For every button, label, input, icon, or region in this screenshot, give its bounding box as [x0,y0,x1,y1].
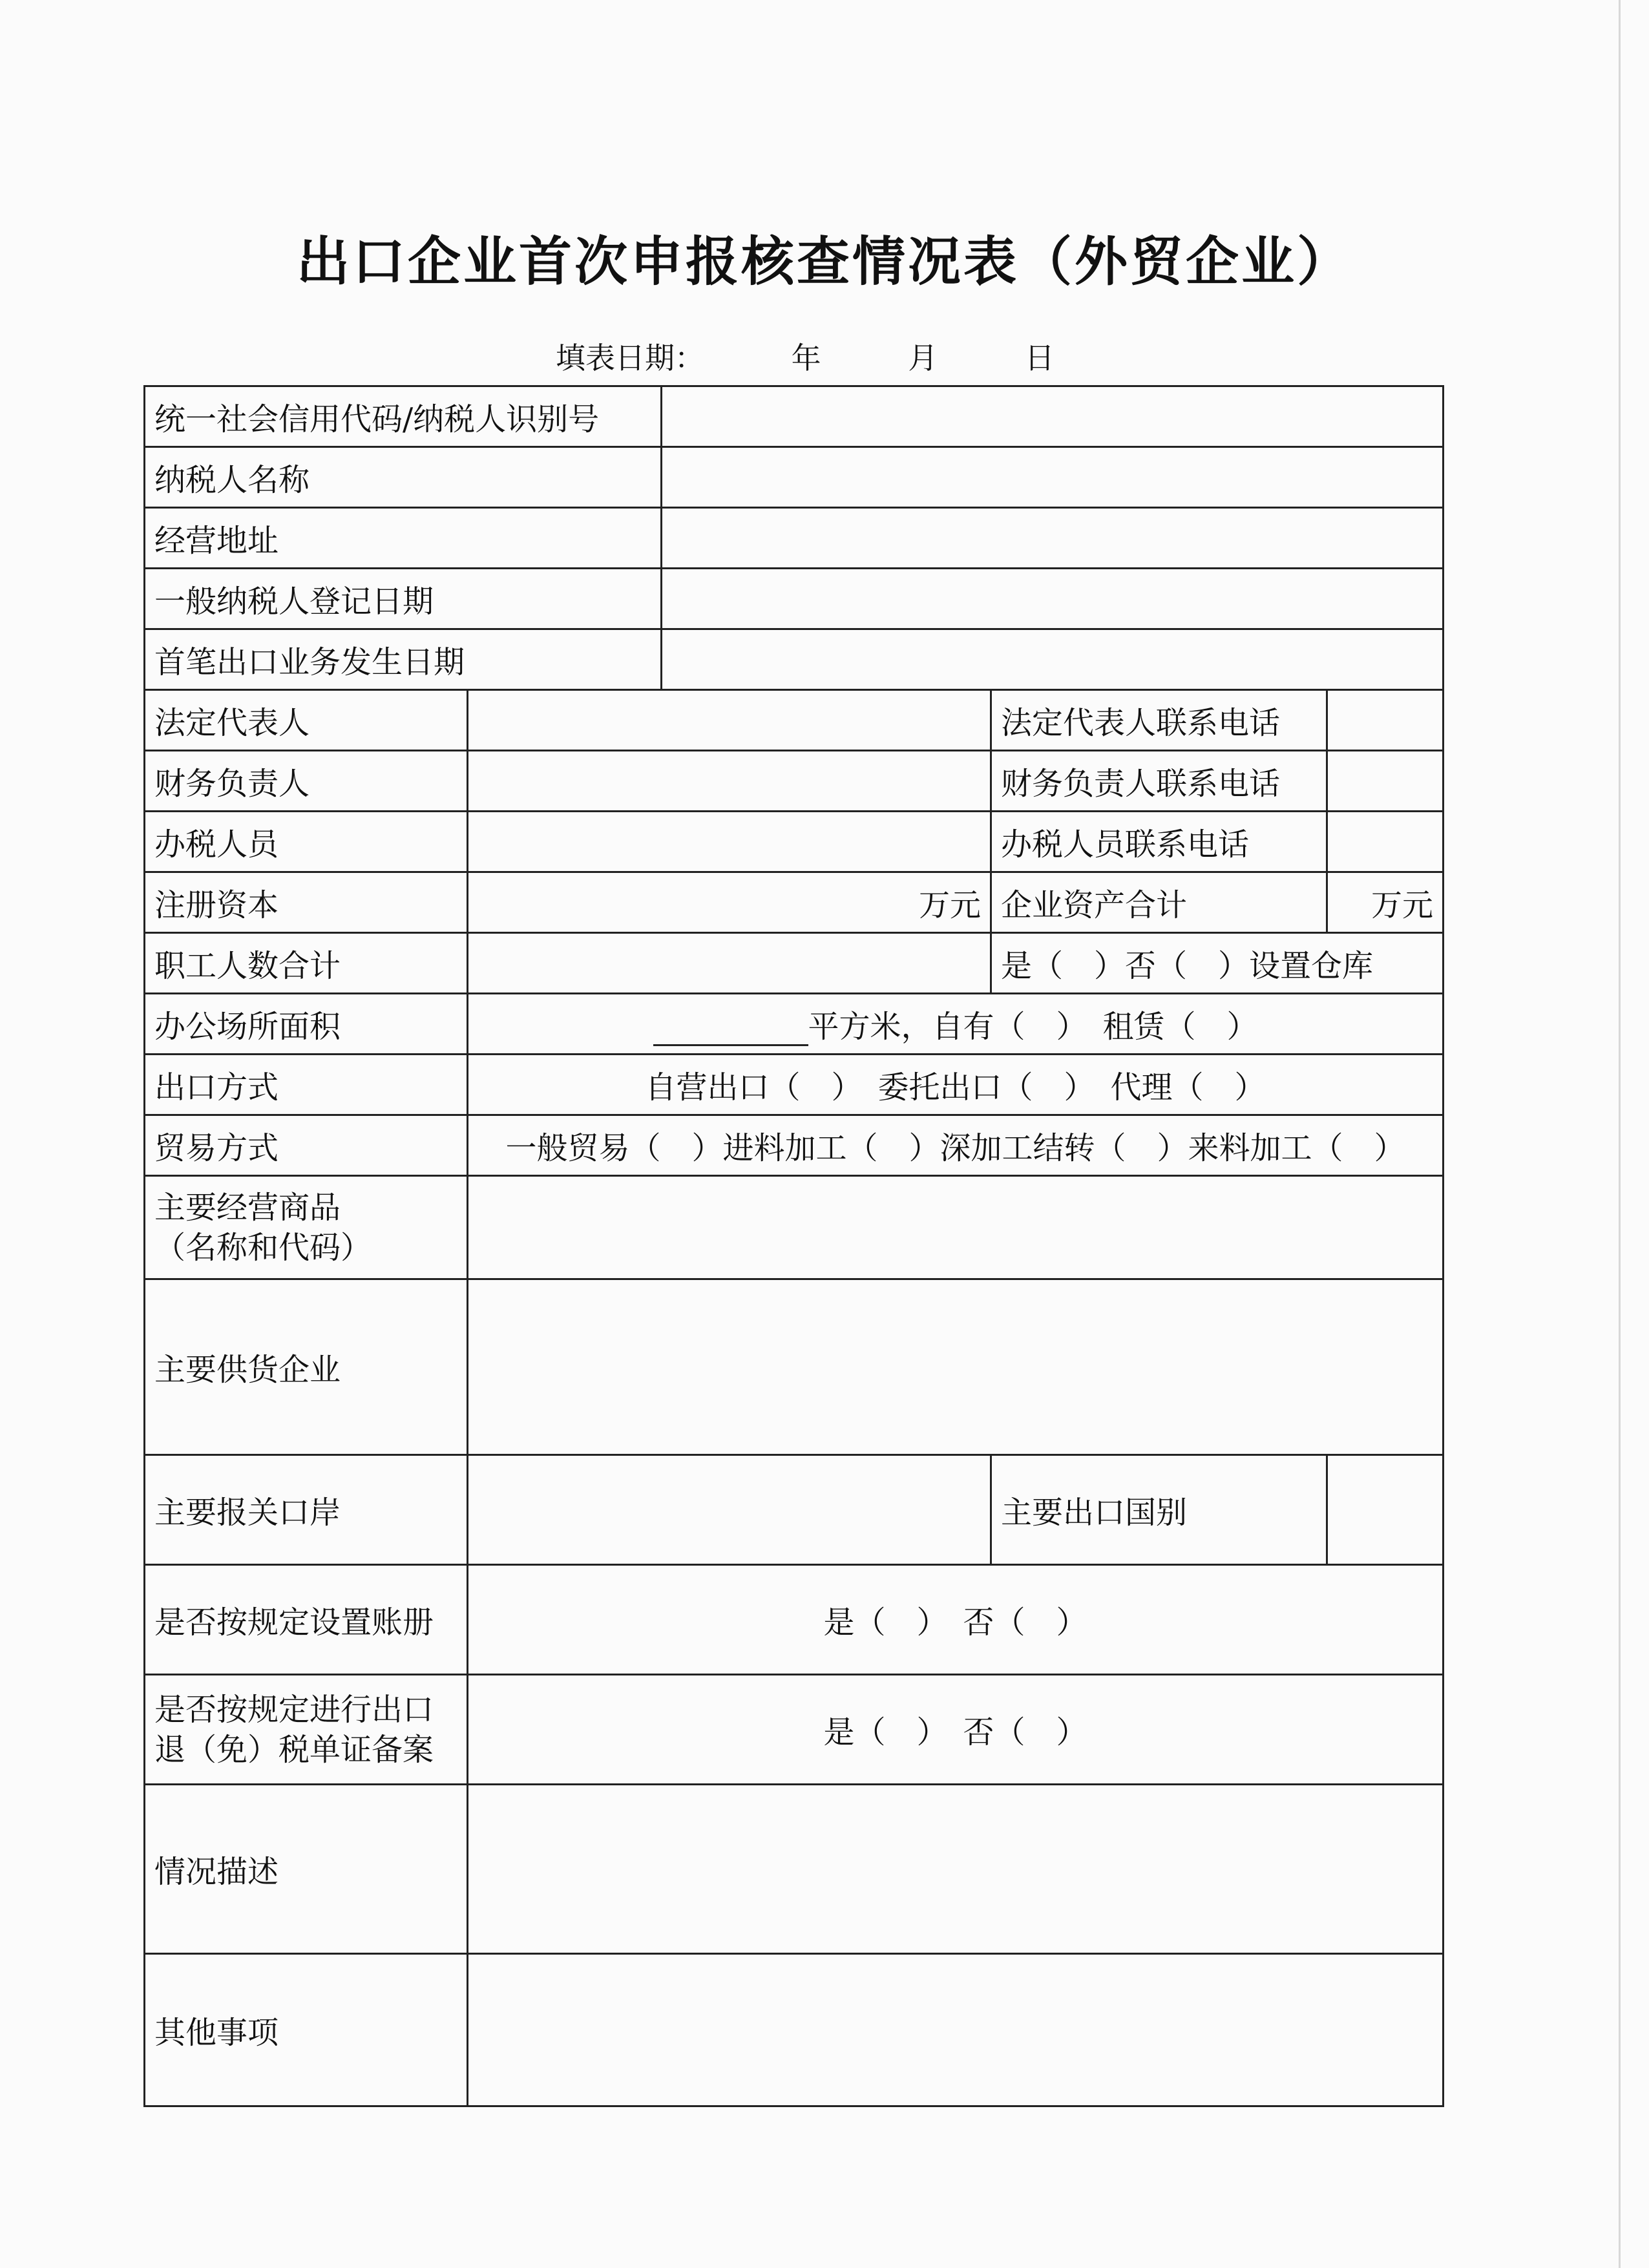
accounts-label: 是否按规定设置账册 [145,1565,468,1675]
description-field[interactable] [468,1785,1444,1954]
legal-rep-phone-field[interactable] [1327,690,1444,751]
page-title: 出口企业首次申报核查情况表（外贸企业） [296,231,1352,293]
table-row [145,1279,1444,1455]
registered-capital-unit: 万元 [918,887,981,923]
registered-capital-field[interactable] [468,872,991,933]
fill-date [556,335,1055,377]
export-mode-label: 出口方式 [145,1055,468,1115]
warehouse-option[interactable]: 是（ ）否（ ）设置仓库 [991,933,1444,994]
taxpayer-name-field[interactable] [662,447,1444,508]
table-row [145,1115,1444,1176]
address-label: 经营地址 [145,508,662,569]
credit-code-field[interactable] [662,386,1444,447]
taxpayer-name-label: 纳税人名称 [145,447,662,508]
office-area-text: 平方米，自有（ ） 租赁（ ） [808,1009,1258,1045]
trade-mode-label: 贸易方式 [145,1115,468,1176]
docs-filing-label [145,1675,468,1785]
table-row [145,569,1444,629]
other-field[interactable] [468,1954,1444,2106]
table-row [145,1176,1444,1279]
registered-capital-label: 注册资本 [145,872,468,933]
fill-date-year: 年 [791,341,821,375]
fill-date-label: 填表日期： [556,341,704,375]
export-mode-options[interactable]: 自营出口（ ） 委托出口（ ） 代理（ ） [468,1055,1444,1115]
table-row [145,1455,1444,1565]
table-row [145,1954,1444,2106]
finance-head-phone-field[interactable] [1327,751,1444,812]
credit-code-label: 统一社会信用代码/纳税人识别号 [145,386,662,447]
table-row [145,1675,1444,1785]
finance-head-field[interactable] [468,751,991,812]
table-row [145,812,1444,872]
employees-label: 职工人数合计 [145,933,468,994]
general-taxpayer-date-field[interactable] [662,569,1444,629]
other-label: 其他事项 [145,1954,468,2106]
table-row [145,994,1444,1055]
form-table [143,385,1444,2107]
main-goods-field[interactable] [468,1176,1444,1279]
table-row [145,386,1444,447]
table-row [145,872,1444,933]
table-row [145,1565,1444,1675]
trade-mode-options[interactable]: 一般贸易（ ）进料加工（ ）深加工结转（ ）来料加工（ ） [468,1115,1444,1176]
fill-date-month: 月 [908,341,938,375]
tax-staff-phone-field[interactable] [1327,812,1444,872]
export-country-label: 主要出口国别 [991,1455,1327,1565]
tax-staff-phone-label: 办税人员联系电话 [991,812,1327,872]
main-goods-label-line1: 主要经营商品 [154,1189,341,1226]
tax-staff-field[interactable] [468,812,991,872]
customs-port-label: 主要报关口岸 [145,1455,468,1565]
office-area-label: 办公场所面积 [145,994,468,1055]
first-export-date-label: 首笔出口业务发生日期 [145,629,662,690]
office-area-field[interactable] [468,994,1444,1055]
docs-filing-options[interactable]: 是（ ） 否（ ） [468,1675,1444,1785]
docs-filing-label-line1: 是否按规定进行出口 [154,1691,434,1728]
scan-edge-line [1619,0,1621,2268]
first-export-date-field[interactable] [662,629,1444,690]
suppliers-field[interactable] [468,1279,1444,1455]
table-row [145,629,1444,690]
table-row [145,933,1444,994]
table-row [145,690,1444,751]
total-assets-field[interactable] [1327,872,1444,933]
finance-head-phone-label: 财务负责人联系电话 [991,751,1327,812]
main-goods-label [145,1176,468,1279]
legal-rep-field[interactable] [468,690,991,751]
main-goods-label-line2: （名称和代码） [154,1229,372,1266]
legal-rep-label: 法定代表人 [145,690,468,751]
employees-field[interactable] [468,933,991,994]
table-row [145,447,1444,508]
fill-date-day: 日 [1024,341,1055,375]
finance-head-label: 财务负责人 [145,751,468,812]
table-row [145,508,1444,569]
table-row [145,751,1444,812]
total-assets-unit: 万元 [1371,887,1434,923]
office-area-blank[interactable] [653,1018,808,1046]
docs-filing-label-line2: 退（免）税单证备案 [154,1731,434,1768]
table-row [145,1055,1444,1115]
table-row [145,1785,1444,1954]
general-taxpayer-date-label: 一般纳税人登记日期 [145,569,662,629]
suppliers-label: 主要供货企业 [145,1279,468,1455]
address-field[interactable] [662,508,1444,569]
export-country-field[interactable] [1327,1455,1444,1565]
accounts-options[interactable]: 是（ ） 否（ ） [468,1565,1444,1675]
legal-rep-phone-label: 法定代表人联系电话 [991,690,1327,751]
tax-staff-label: 办税人员 [145,812,468,872]
description-label: 情况描述 [145,1785,468,1954]
customs-port-field[interactable] [468,1455,991,1565]
total-assets-label: 企业资产合计 [991,872,1327,933]
